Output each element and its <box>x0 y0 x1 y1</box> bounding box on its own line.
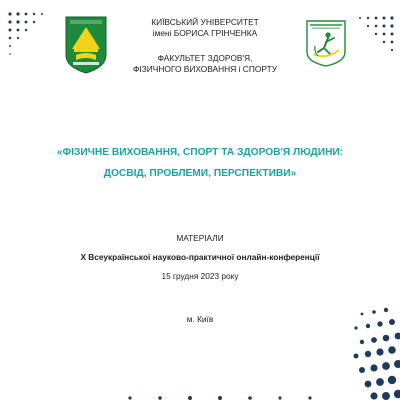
dot <box>17 37 19 39</box>
dot <box>248 396 252 400</box>
dot <box>128 396 131 399</box>
dot <box>41 13 43 15</box>
university-line-2: імені БОРИСА ГРІНЧЕНКА <box>152 28 258 38</box>
dot <box>383 33 386 36</box>
conference-description: Х Всеукраїнської науково-практичної онлайн-конференції <box>80 252 320 262</box>
dot <box>33 21 35 23</box>
dot <box>16 12 19 15</box>
dot <box>391 33 394 36</box>
dots-bottom-right-icon <box>354 308 400 400</box>
dot <box>360 340 364 344</box>
dot <box>377 321 382 326</box>
faculty-line-1: ФАКУЛЬТЕТ ЗДОРОВ'Я, <box>157 53 253 63</box>
dot <box>9 37 12 40</box>
dot <box>354 354 359 359</box>
dot <box>388 346 396 354</box>
materials-label: МАТЕРІАЛИ <box>176 233 224 243</box>
dot <box>359 367 365 373</box>
dot <box>25 21 28 24</box>
dot <box>375 17 378 20</box>
dot <box>384 308 388 312</box>
dot <box>391 49 393 51</box>
dot <box>365 351 371 357</box>
dot <box>359 17 361 19</box>
faculty-line-2: ФІЗИЧНОГО ВИХОВАННЯ і СПОРТУ <box>132 64 278 74</box>
city-label: м. Київ <box>186 314 214 324</box>
dot <box>390 24 393 27</box>
dot <box>308 396 311 399</box>
dot <box>383 25 386 28</box>
dot <box>382 392 390 400</box>
dot <box>367 25 369 27</box>
dot <box>278 396 281 399</box>
dot <box>354 326 357 329</box>
dot <box>9 45 11 47</box>
dot <box>33 13 35 15</box>
dot <box>17 29 20 32</box>
dot <box>9 53 11 55</box>
dot <box>218 396 222 400</box>
conference-title-line-2: ДОСВІД, ПРОБЛЕМИ, ПЕРСПЕКТИВИ» <box>103 168 297 179</box>
dot <box>8 20 11 23</box>
dot <box>25 13 28 16</box>
dot <box>370 364 377 371</box>
dot <box>158 396 162 400</box>
dot <box>382 362 390 370</box>
dot <box>372 310 376 314</box>
dots-bottom-center-icon <box>128 396 311 400</box>
dot <box>9 29 12 32</box>
conference-title-line-1: «ФІЗИЧНЕ ВИХОВАННЯ, СПОРТ ТА ЗДОРОВ'Я ЛЮДИНИ: <box>56 147 344 158</box>
dot <box>371 337 377 343</box>
dot <box>370 392 377 399</box>
dot <box>388 376 396 384</box>
dot <box>361 313 364 316</box>
dot <box>383 41 385 43</box>
dot <box>383 335 390 342</box>
dot <box>8 12 11 15</box>
dots-top-left-icon <box>8 12 43 54</box>
dot <box>389 319 395 325</box>
dot <box>365 381 372 388</box>
dot <box>376 348 383 355</box>
dot <box>376 378 384 386</box>
dot <box>390 16 393 19</box>
dot <box>394 360 400 368</box>
dot <box>16 20 19 23</box>
dot <box>25 29 27 31</box>
dots-top-right-icon <box>359 16 394 51</box>
dot <box>394 390 400 398</box>
university-line-1: КИЇВСЬКИЙ УНІВЕРСИТЕТ <box>151 17 259 27</box>
dot <box>391 41 394 44</box>
dot <box>188 396 192 400</box>
dot <box>366 324 370 328</box>
dot <box>367 17 369 19</box>
dot <box>383 17 386 20</box>
dot <box>395 333 400 340</box>
conference-date: 15 грудня 2023 року <box>161 271 239 281</box>
dot <box>375 33 377 35</box>
dot <box>375 25 378 28</box>
